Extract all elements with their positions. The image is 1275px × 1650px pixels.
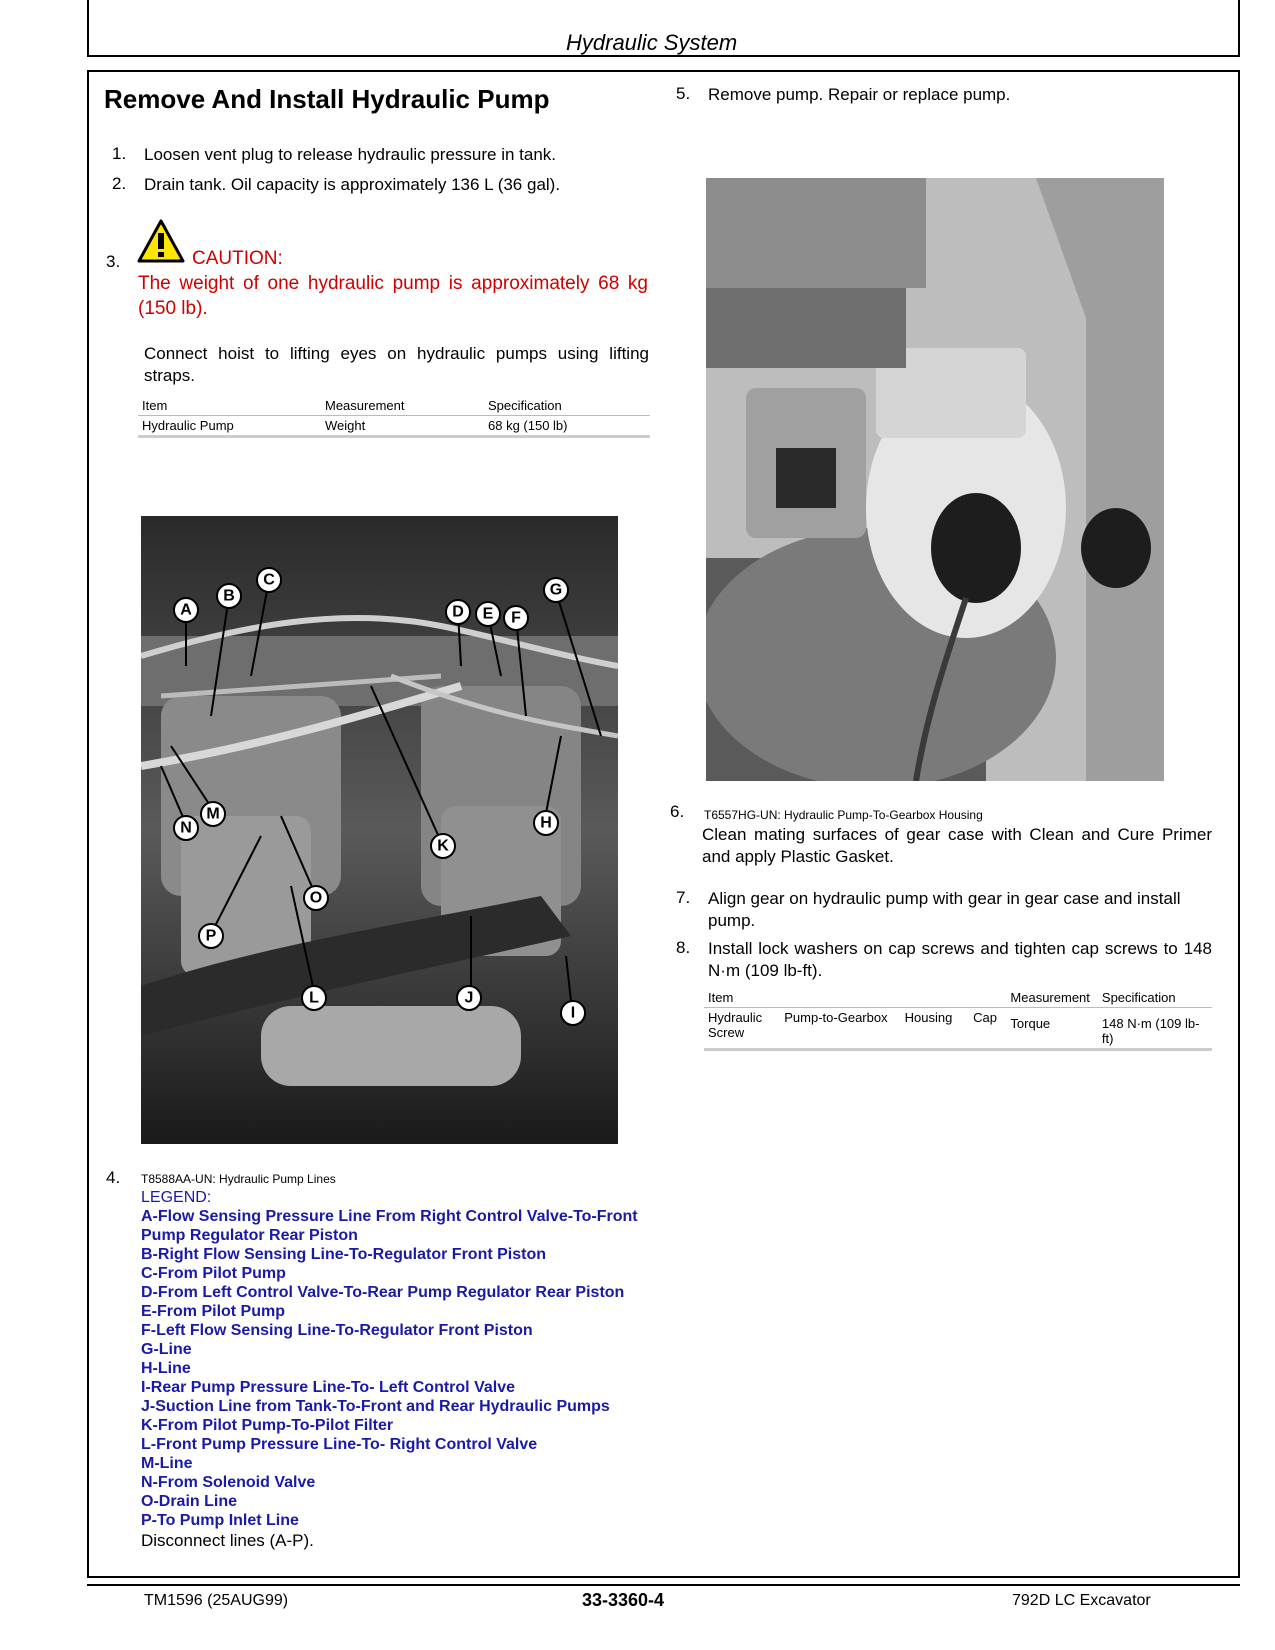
table-header: Specification (1098, 988, 1212, 1008)
callout-c (257, 568, 281, 592)
callout-o (304, 886, 328, 910)
spec-table-torque (704, 988, 1212, 1051)
callout-p (199, 924, 223, 948)
caution-text: The weight of one hydraulic pump is approximately 68 kg (150 lb). (138, 273, 648, 319)
spec-table-weight (138, 396, 650, 438)
table-header: Measurement (321, 396, 484, 416)
callout-i (561, 1001, 585, 1025)
legend-item-l: L-Front Pump Pressure Line-To- Right Control Valve (141, 1436, 538, 1453)
legend-item-a: A-Flow Sensing Pressure Line From Right Control Valve-To-Front Pump Regulator Rear Piston (141, 1208, 638, 1244)
step-text: Align gear on hydraulic pump with gear in gear case and install pump. (708, 889, 1181, 930)
footer-rule (87, 1584, 1240, 1586)
callout-d (446, 600, 470, 624)
legend-item-f: F-Left Flow Sensing Line-To-Regulator Front Piston (141, 1322, 533, 1339)
callout-j (457, 986, 481, 1010)
table-cell-text: Hydraulic (708, 1010, 763, 1025)
table-header: Item (704, 988, 1006, 1008)
legend-item-k: K-From Pilot Pump-To-Pilot Filter (141, 1417, 394, 1434)
callout-b (217, 584, 241, 608)
table-cell: 68 kg (150 lb) (484, 416, 650, 437)
svg-text:C: C (263, 571, 275, 589)
svg-text:M: M (206, 805, 220, 823)
table-cell: Housing (901, 1008, 969, 1050)
callout-l (302, 986, 326, 1010)
legend-heading: LEGEND: (141, 1189, 212, 1206)
callout-h (534, 811, 558, 835)
table-header: Specification (484, 396, 650, 416)
table-cell: Torque (1006, 1008, 1098, 1050)
table-cell: 148 N·m (109 lb-ft) (1098, 1008, 1212, 1050)
svg-text:K: K (437, 837, 449, 855)
legend-item-h: H-Line (141, 1360, 191, 1377)
figure-pump-to-gearbox-housing (706, 178, 1164, 781)
step-number: 1. (112, 144, 127, 163)
legend-after-text: Disconnect lines (A-P). (141, 1531, 314, 1550)
warning-triangle-icon (136, 218, 186, 264)
table-cell: Weight (321, 416, 484, 437)
svg-text:O: O (309, 889, 323, 907)
legend-item-n: N-From Solenoid Valve (141, 1474, 316, 1491)
table-cell (704, 1008, 780, 1050)
table-cell-text: Screw (708, 1025, 745, 1040)
step-6-text: Clean mating surfaces of gear case with Clean and Cure Primer and apply Plastic Gasket. (702, 825, 1212, 866)
svg-text:G: G (549, 581, 563, 599)
callout-f (504, 606, 528, 630)
figure-caption: T6557HG-UN: Hydraulic Pump-To-Gearbox Housing (704, 808, 983, 822)
step-number: 3. (106, 252, 121, 271)
section-title: Hydraulic System (566, 30, 738, 55)
legend-item-d: D-From Left Control Valve-To-Rear Pump Regulator Rear Piston (141, 1284, 625, 1301)
legend-item-j: J-Suction Line from Tank-To-Front and Rear Hydraulic Pumps (141, 1398, 610, 1415)
svg-text:D: D (452, 603, 464, 621)
table-header: Item (138, 396, 321, 416)
step-text: Drain tank. Oil capacity is approximately 136 L (36 gal). (144, 175, 561, 194)
table-cell: Pump-to-Gearbox (780, 1008, 900, 1050)
step-text: Install lock washers on cap screws and tighten cap screws to 148 N·m (109 lb-ft). (708, 939, 1212, 980)
legend (141, 1188, 661, 1550)
step-number: 6. (670, 802, 685, 821)
table-header: Measurement (1006, 988, 1098, 1008)
footer-left: TM1596 (25AUG99) (144, 1592, 289, 1609)
legend-item-i: I-Rear Pump Pressure Line-To- Left Control Valve (141, 1379, 515, 1396)
figure-caption: T8588AA-UN: Hydraulic Pump Lines (141, 1172, 336, 1186)
svg-text:I: I (570, 1004, 576, 1022)
step-text: Remove pump. Repair or replace pump. (708, 85, 1011, 104)
legend-item-g: G-Line (141, 1341, 192, 1358)
step-number: 7. (676, 888, 691, 907)
footer-page-number: 33-3360-4 (582, 1590, 665, 1610)
step-text: Connect hoist to lifting eyes on hydraulic pumps using lifting straps. (144, 344, 649, 385)
svg-text:J: J (464, 989, 474, 1007)
callout-e (476, 602, 500, 626)
step-number: 4. (106, 1168, 121, 1187)
svg-text:B: B (223, 587, 235, 605)
step-number: 5. (676, 84, 691, 103)
legend-item-o: O-Drain Line (141, 1493, 238, 1510)
figure-hydraulic-pump-lines (141, 516, 618, 1144)
svg-text:A: A (180, 601, 192, 619)
caution-label: CAUTION: (192, 248, 283, 269)
legend-item-m: M-Line (141, 1455, 193, 1472)
step-text: Loosen vent plug to release hydraulic pressure in tank. (144, 145, 557, 164)
svg-text:E: E (482, 605, 494, 623)
svg-text:P: P (205, 927, 217, 945)
legend-item-p: P-To Pump Inlet Line (141, 1512, 299, 1529)
step-number: 2. (112, 174, 127, 193)
svg-text:F: F (511, 609, 521, 627)
callout-a (174, 598, 198, 622)
step-number: 8. (676, 938, 691, 957)
callout-n (174, 816, 198, 840)
callout-k (431, 834, 455, 858)
table-cell: Hydraulic Pump (138, 416, 321, 437)
page-title: Remove And Install Hydraulic Pump (104, 84, 550, 114)
svg-text:H: H (540, 814, 552, 832)
footer-right: 792D LC Excavator (1012, 1592, 1151, 1609)
legend-item-b: B-Right Flow Sensing Line-To-Regulator Front Piston (141, 1246, 546, 1263)
callout-g (544, 578, 568, 602)
legend-item-c: C-From Pilot Pump (141, 1265, 286, 1282)
svg-text:L: L (309, 989, 319, 1007)
legend-item-e: E-From Pilot Pump (141, 1303, 285, 1320)
callout-m (201, 802, 225, 826)
svg-text:N: N (180, 819, 192, 837)
table-cell: Cap (969, 1008, 1006, 1050)
